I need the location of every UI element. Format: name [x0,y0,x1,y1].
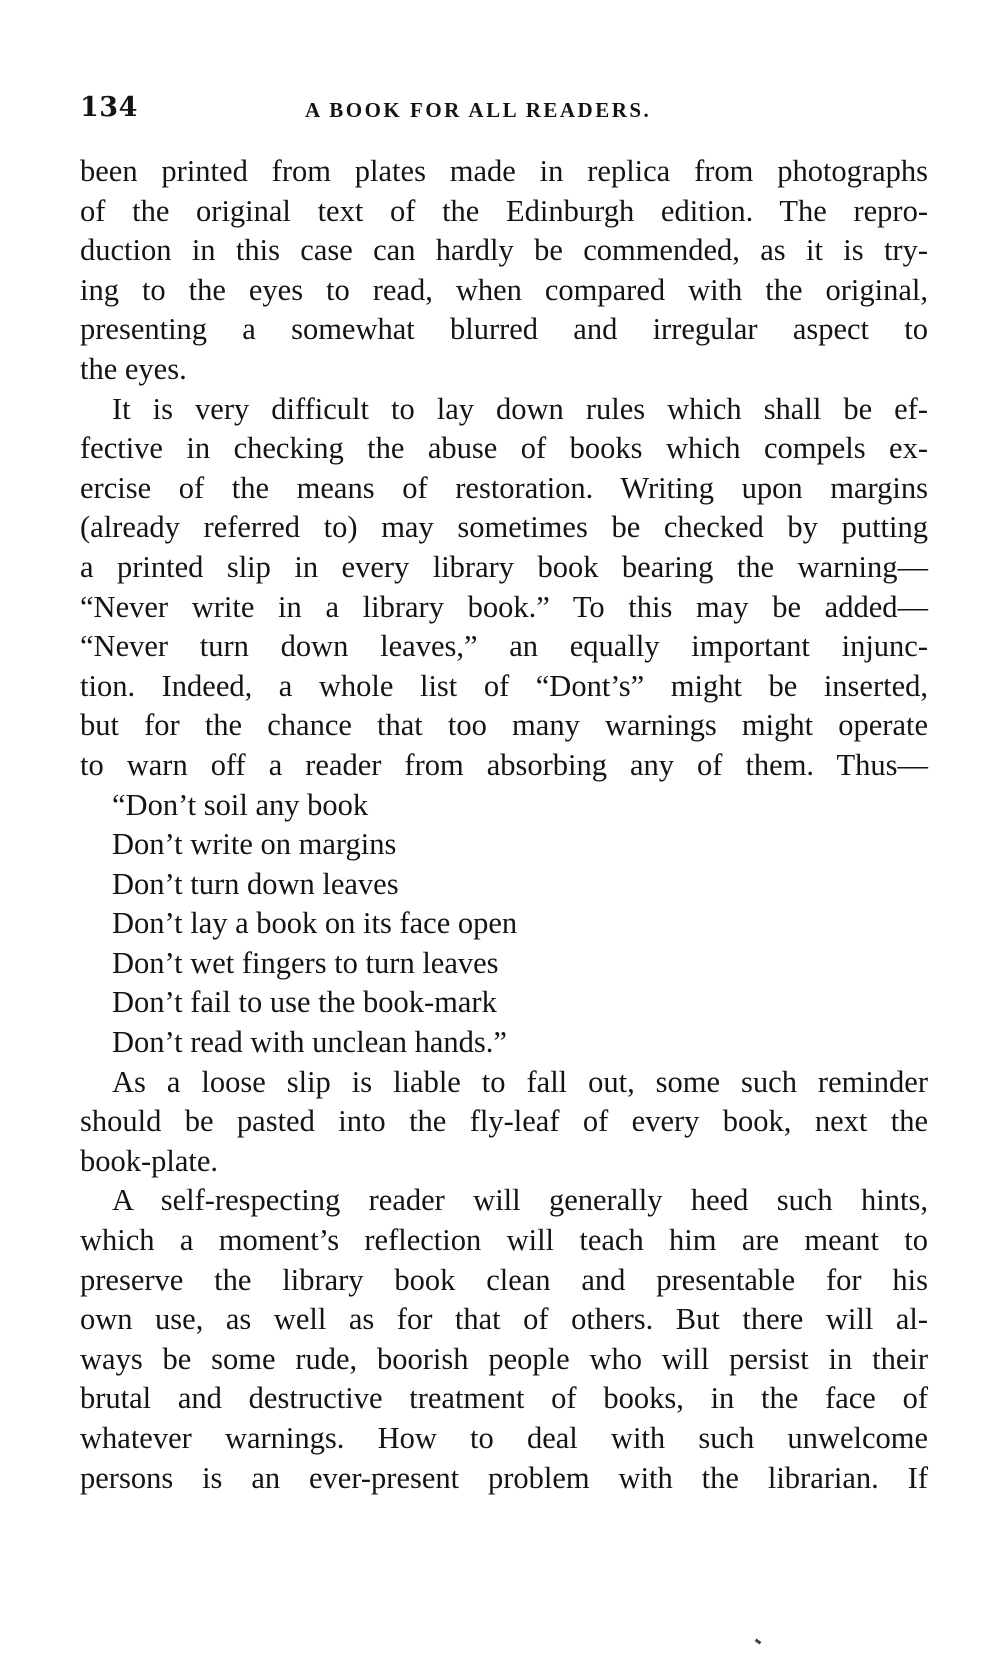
text-line: As a loose slip is liable to fall out, some such reminder [112,1064,928,1099]
body-text [80,152,928,1498]
book-page [80,92,928,1498]
text-line: which a moment’s reflection will teach him are meant to [80,1223,928,1258]
text-line: persons is an ever-present problem with the librarian. If [80,1460,928,1495]
text-line: whatever warnings. How to deal with such unwelcome [80,1421,928,1455]
text-line: ercise of the means of restoration. Writing upon margins [80,470,928,505]
text-line: Don’t write on margins [112,827,397,862]
text-line: of the original text of the Edinburgh edition. The repro- [80,193,928,228]
running-title: A BOOK FOR ALL READERS. [305,98,652,122]
text-line: ing to the eyes to read, when compared with the original, [80,272,928,307]
text-line: a printed slip in every library book bearing the warning— [80,549,928,584]
text-line: presenting a somewhat blurred and irregular aspect to [80,312,928,347]
text-line: should be pasted into the fly-leaf of every book, next the [80,1104,928,1139]
text-line: the eyes. [80,351,187,386]
text-line: fective in checking the abuse of books which compels ex- [80,431,928,466]
text-line: ways be some rude, boorish people who will persist in their [80,1341,928,1376]
text-line: Don’t lay a book on its face open [112,906,518,941]
text-line: Don’t read with unclean hands.” [112,1025,507,1060]
text-line: book-plate. [80,1143,219,1178]
text-line: “Never write in a library book.” To this may be added— [80,589,928,624]
text-line: Don’t wet fingers to turn leaves [112,945,499,980]
text-line: duction in this case can hardly be commended, as it is try- [80,233,928,268]
text-line: “Never turn down leaves,” an equally important injunc- [80,629,928,664]
text-line: been printed from plates made in replica from photographs [80,154,928,188]
text-line: tion. Indeed, a whole list of “Dont’s” might be inserted, [80,668,928,703]
text-line: (already referred to) may sometimes be checked by putting [80,510,928,545]
text-line: to warn off a reader from absorbing any of them. Thus— [80,747,928,782]
text-line: Don’t turn down leaves [112,866,399,901]
text-line: preserve the library book clean and presentable for his [80,1262,928,1297]
page-number: 134 [80,92,138,123]
text-line: brutal and destructive treatment of books, in the face of [80,1381,928,1416]
page-header [80,92,928,132]
text-line: own use, as well as for that of others. But there will al- [80,1302,928,1337]
print-mark [755,1639,762,1645]
text-line: A self-respecting reader will generally heed such hints, [112,1183,928,1218]
text-line: “Don’t soil any book [112,787,369,822]
text-line: but for the chance that too many warnings might operate [80,708,928,743]
text-line: Don’t fail to use the book-mark [112,985,497,1020]
text-line: It is very difficult to lay down rules which shall be ef- [112,391,928,426]
